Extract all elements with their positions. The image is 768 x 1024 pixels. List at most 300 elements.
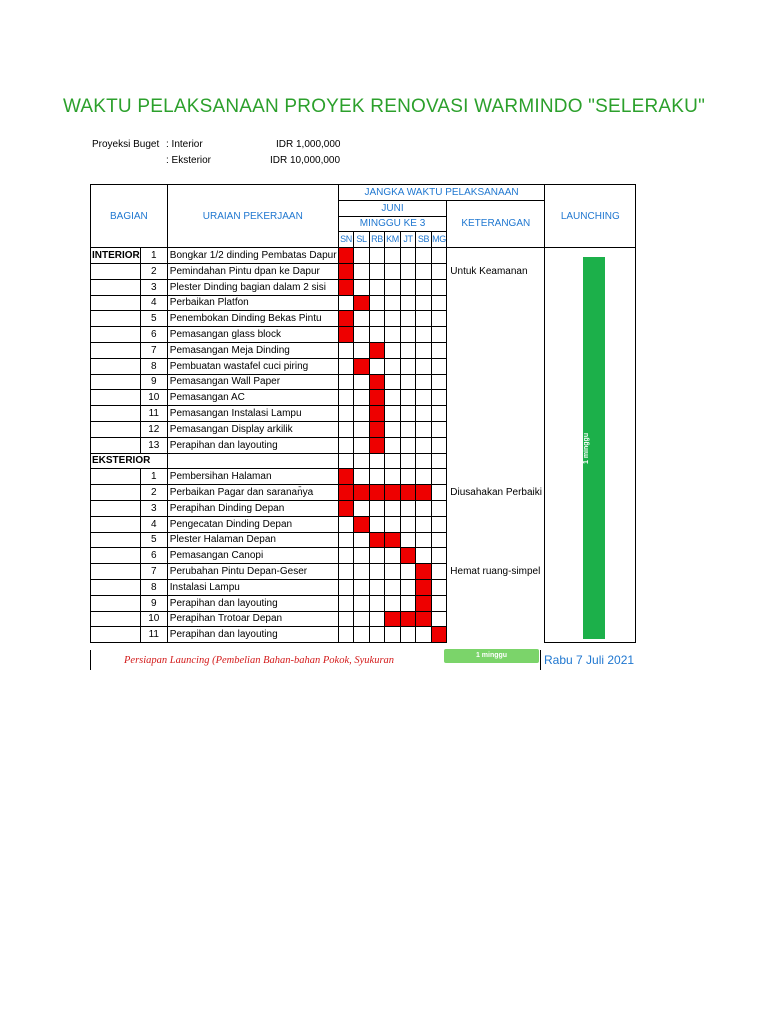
header-jangka: JANGKA WAKTU PELAKSANAAN — [338, 185, 545, 201]
task-label: Perbaikan Pagar dan saranan̄ya — [167, 485, 338, 501]
task-label — [167, 453, 338, 469]
day-cell — [338, 374, 354, 390]
budget-eksterior-amount: IDR 10,000,000 — [270, 155, 341, 166]
day-cell — [416, 390, 432, 406]
task-number: 11 — [140, 627, 167, 643]
note-cell — [447, 358, 545, 374]
task-number: 1 — [140, 248, 167, 264]
day-cell — [369, 595, 385, 611]
task-label: Pemasangan Display arkilik — [167, 421, 338, 437]
task-label: Plester Halaman Depan — [167, 532, 338, 548]
budget-eksterior-name: : Eksterior — [166, 155, 212, 166]
task-label: Perapihan Trotoar Depan — [167, 611, 338, 627]
day-cell — [369, 611, 385, 627]
frame-divider — [540, 650, 541, 670]
active-day-cell — [400, 611, 416, 627]
note-cell: Hemat ruang-simpel — [447, 564, 545, 580]
active-day-cell — [431, 627, 447, 643]
task-number: 12 — [140, 421, 167, 437]
day-cell — [431, 516, 447, 532]
day-cell — [354, 279, 370, 295]
day-cell — [400, 421, 416, 437]
task-number: 5 — [140, 532, 167, 548]
day-cell — [385, 469, 401, 485]
header-launching: LAUNCHING — [545, 185, 636, 248]
day-cell — [385, 453, 401, 469]
task-label: Perapihan dan layouting — [167, 627, 338, 643]
day-cell — [354, 421, 370, 437]
day-cell — [369, 279, 385, 295]
day-cell — [369, 295, 385, 311]
day-cell — [369, 263, 385, 279]
note-cell: Diusahakan Perbaiki — [447, 485, 545, 501]
day-cell — [400, 469, 416, 485]
task-number: 7 — [140, 342, 167, 358]
note-cell — [447, 295, 545, 311]
day-cell — [338, 579, 354, 595]
active-day-cell — [354, 516, 370, 532]
day-cell — [416, 469, 432, 485]
active-day-cell — [338, 327, 354, 343]
section-label — [91, 485, 141, 501]
section-label — [91, 532, 141, 548]
day-cell — [431, 548, 447, 564]
day-cell — [416, 358, 432, 374]
section-label: EKSTERIOR — [91, 453, 168, 469]
day-cell — [431, 263, 447, 279]
section-label — [91, 437, 141, 453]
task-label: Instalasi Lampu — [167, 579, 338, 595]
day-cell — [354, 406, 370, 422]
task-number: 4 — [140, 295, 167, 311]
day-cell — [385, 327, 401, 343]
task-number: 9 — [140, 374, 167, 390]
day-cell — [385, 564, 401, 580]
active-day-cell — [385, 485, 401, 501]
section-label — [91, 627, 141, 643]
day-cell — [431, 485, 447, 501]
active-day-cell — [385, 532, 401, 548]
frame-divider — [90, 650, 91, 670]
task-label: Perapihan dan layouting — [167, 595, 338, 611]
day-cell — [431, 248, 447, 264]
task-number: 10 — [140, 611, 167, 627]
header-bulan: JUNI — [338, 200, 447, 216]
day-cell — [400, 374, 416, 390]
section-label — [91, 374, 141, 390]
task-label: Pengecatan Dinding Depan — [167, 516, 338, 532]
active-day-cell — [338, 485, 354, 501]
active-day-cell — [400, 548, 416, 564]
task-number: 3 — [140, 279, 167, 295]
day-cell — [369, 469, 385, 485]
section-label — [91, 311, 141, 327]
section-label — [91, 406, 141, 422]
active-day-cell — [338, 263, 354, 279]
day-cell — [400, 453, 416, 469]
note-cell: Untuk Keamanan — [447, 263, 545, 279]
note-cell — [447, 279, 545, 295]
note-cell — [447, 311, 545, 327]
day-cell — [385, 595, 401, 611]
footer-note: Persiapan Launcing (Pembelian Bahan-bahan Pokok, Syukuran — [124, 655, 395, 666]
task-label: Pemasangan AC — [167, 390, 338, 406]
day-cell — [431, 295, 447, 311]
day-cell — [400, 437, 416, 453]
day-cell — [354, 390, 370, 406]
note-cell — [447, 327, 545, 343]
day-cell — [385, 342, 401, 358]
active-day-cell — [400, 485, 416, 501]
active-day-cell — [338, 311, 354, 327]
day-cell — [338, 453, 354, 469]
section-label — [91, 548, 141, 564]
day-header: RB — [369, 232, 385, 248]
active-day-cell — [416, 564, 432, 580]
section-label — [91, 564, 141, 580]
day-cell — [416, 406, 432, 422]
day-cell — [338, 627, 354, 643]
task-label: Pemasangan glass block — [167, 327, 338, 343]
task-number: 13 — [140, 437, 167, 453]
task-label: Pemasangan Meja Dinding — [167, 342, 338, 358]
day-cell — [431, 579, 447, 595]
day-cell — [431, 453, 447, 469]
day-cell — [385, 516, 401, 532]
header-minggu: MINGGU KE 3 — [338, 216, 447, 232]
section-label — [91, 595, 141, 611]
day-cell — [369, 358, 385, 374]
day-cell — [400, 595, 416, 611]
section-label — [91, 421, 141, 437]
day-cell — [385, 421, 401, 437]
day-cell — [431, 342, 447, 358]
active-day-cell — [369, 532, 385, 548]
active-day-cell — [354, 485, 370, 501]
day-cell — [400, 500, 416, 516]
active-day-cell — [354, 295, 370, 311]
day-cell — [354, 532, 370, 548]
day-cell — [354, 595, 370, 611]
note-cell — [447, 374, 545, 390]
task-number: 9 — [140, 595, 167, 611]
day-cell — [354, 500, 370, 516]
task-label: Penembokan Dinding Bekas Pintu — [167, 311, 338, 327]
note-cell — [447, 390, 545, 406]
day-cell — [431, 327, 447, 343]
day-cell — [416, 627, 432, 643]
table-row — [91, 248, 636, 264]
section-label — [91, 500, 141, 516]
section-label — [91, 469, 141, 485]
task-label: Plester Dinding bagian dalam 2 sisi — [167, 279, 338, 295]
header-uraian: URAIAN PEKERJAAN — [167, 185, 338, 248]
note-cell — [447, 579, 545, 595]
note-cell — [447, 453, 545, 469]
active-day-cell — [385, 611, 401, 627]
note-cell — [447, 342, 545, 358]
day-cell — [338, 295, 354, 311]
day-cell — [354, 263, 370, 279]
day-cell — [431, 595, 447, 611]
task-label: Perapihan Dinding Depan — [167, 500, 338, 516]
day-cell — [431, 358, 447, 374]
day-cell — [354, 342, 370, 358]
day-cell — [431, 437, 447, 453]
day-cell — [431, 279, 447, 295]
day-cell — [369, 579, 385, 595]
active-day-cell — [338, 279, 354, 295]
day-cell — [354, 564, 370, 580]
schedule-body — [91, 248, 636, 643]
section-label — [91, 327, 141, 343]
day-cell — [400, 390, 416, 406]
day-cell — [385, 248, 401, 264]
day-cell — [338, 358, 354, 374]
day-cell — [354, 327, 370, 343]
note-cell — [447, 469, 545, 485]
day-cell — [385, 374, 401, 390]
day-cell — [369, 248, 385, 264]
day-cell — [369, 548, 385, 564]
task-label: Pemasangan Canopi — [167, 548, 338, 564]
day-cell — [400, 327, 416, 343]
day-cell — [416, 500, 432, 516]
day-cell — [431, 311, 447, 327]
day-cell — [400, 579, 416, 595]
day-cell — [354, 611, 370, 627]
day-cell — [431, 390, 447, 406]
day-cell — [338, 406, 354, 422]
active-day-cell — [354, 358, 370, 374]
day-cell — [400, 342, 416, 358]
day-cell — [338, 437, 354, 453]
day-cell — [338, 595, 354, 611]
section-label — [91, 295, 141, 311]
day-cell — [385, 263, 401, 279]
day-cell — [369, 327, 385, 343]
day-cell — [338, 532, 354, 548]
day-cell — [416, 311, 432, 327]
section-label — [91, 342, 141, 358]
day-cell — [400, 516, 416, 532]
task-label: Bongkar 1/2 dinding Pembatas Dapur — [167, 248, 338, 264]
day-cell — [416, 437, 432, 453]
day-cell — [400, 263, 416, 279]
day-cell — [385, 548, 401, 564]
day-cell — [385, 390, 401, 406]
day-header: MG — [431, 232, 447, 248]
note-cell — [447, 595, 545, 611]
day-cell — [400, 564, 416, 580]
day-cell — [385, 579, 401, 595]
active-day-cell — [369, 485, 385, 501]
day-cell — [338, 342, 354, 358]
task-number: 2 — [140, 485, 167, 501]
section-label — [91, 279, 141, 295]
active-day-cell — [369, 406, 385, 422]
note-cell — [447, 406, 545, 422]
day-cell — [431, 469, 447, 485]
task-label: Pemasangan Wall Paper — [167, 374, 338, 390]
day-cell — [431, 500, 447, 516]
active-day-cell — [369, 390, 385, 406]
day-cell — [416, 342, 432, 358]
task-number: 8 — [140, 579, 167, 595]
day-cell — [400, 279, 416, 295]
day-cell — [369, 516, 385, 532]
day-cell — [354, 437, 370, 453]
budget-interior-name: : Interior — [166, 139, 203, 150]
task-number: 4 — [140, 516, 167, 532]
budget-label: Proyeksi Buget — [92, 139, 160, 150]
day-cell — [354, 374, 370, 390]
day-cell — [338, 611, 354, 627]
day-cell — [400, 248, 416, 264]
day-cell — [338, 548, 354, 564]
day-cell — [416, 548, 432, 564]
day-cell — [338, 516, 354, 532]
day-cell — [400, 532, 416, 548]
active-day-cell — [369, 374, 385, 390]
day-cell — [400, 358, 416, 374]
schedule-table — [90, 184, 636, 643]
footer-duration-pill: 1 minggu — [444, 649, 539, 663]
day-cell — [400, 627, 416, 643]
day-cell — [416, 421, 432, 437]
day-cell — [385, 500, 401, 516]
task-number: 1 — [140, 469, 167, 485]
task-label: Pembuatan wastafel cuci piring — [167, 358, 338, 374]
active-day-cell — [416, 595, 432, 611]
task-number: 6 — [140, 327, 167, 343]
day-cell — [416, 248, 432, 264]
day-cell — [431, 611, 447, 627]
task-number: 11 — [140, 406, 167, 422]
task-label: Perapihan dan layouting — [167, 437, 338, 453]
note-cell — [447, 248, 545, 264]
launch-date: Rabu 7 Juli 2021 — [544, 653, 635, 667]
day-cell — [431, 374, 447, 390]
active-day-cell — [369, 342, 385, 358]
task-number: 6 — [140, 548, 167, 564]
active-day-cell — [369, 437, 385, 453]
day-cell — [416, 263, 432, 279]
day-header: SL — [354, 232, 370, 248]
note-cell — [447, 548, 545, 564]
note-cell — [447, 627, 545, 643]
section-label — [91, 358, 141, 374]
day-cell — [431, 421, 447, 437]
day-cell — [354, 248, 370, 264]
header-bagian: BAGIAN — [91, 185, 168, 248]
task-number: 7 — [140, 564, 167, 580]
day-cell — [385, 279, 401, 295]
task-label: Pemindahan Pintu dpan ke Dapur — [167, 263, 338, 279]
section-label — [91, 516, 141, 532]
day-cell — [416, 295, 432, 311]
day-cell — [385, 295, 401, 311]
day-cell — [416, 516, 432, 532]
task-label: Pembersihan Halaman — [167, 469, 338, 485]
day-cell — [354, 579, 370, 595]
section-label — [91, 611, 141, 627]
day-cell — [354, 469, 370, 485]
budget-interior-amount: IDR 1,000,000 — [276, 139, 341, 150]
day-cell — [354, 548, 370, 564]
task-label: Perbaikan Platfon — [167, 295, 338, 311]
note-cell — [447, 516, 545, 532]
day-cell — [338, 390, 354, 406]
day-cell — [431, 406, 447, 422]
day-header: SN — [338, 232, 354, 248]
day-header: JT — [400, 232, 416, 248]
active-day-cell — [416, 579, 432, 595]
day-cell — [385, 437, 401, 453]
section-label: INTERIOR — [91, 248, 141, 264]
day-cell — [385, 311, 401, 327]
day-cell — [400, 311, 416, 327]
day-cell — [416, 453, 432, 469]
day-cell — [385, 358, 401, 374]
task-number: 10 — [140, 390, 167, 406]
day-cell — [416, 532, 432, 548]
task-number: 8 — [140, 358, 167, 374]
task-number: 3 — [140, 500, 167, 516]
day-cell — [416, 279, 432, 295]
active-day-cell — [338, 248, 354, 264]
task-number: 5 — [140, 311, 167, 327]
task-label: Pemasangan Instalasi Lampu — [167, 406, 338, 422]
day-cell — [385, 627, 401, 643]
day-cell — [338, 421, 354, 437]
header-keterangan: KETERANGAN — [447, 200, 545, 247]
section-label — [91, 263, 141, 279]
day-cell — [354, 453, 370, 469]
note-cell — [447, 532, 545, 548]
page-title: WAKTU PELAKSANAAN PROYEK RENOVASI WARMINDO "SELERAKU" — [62, 96, 706, 117]
section-label — [91, 390, 141, 406]
day-cell — [431, 532, 447, 548]
day-cell — [416, 374, 432, 390]
day-cell — [369, 453, 385, 469]
day-cell — [338, 564, 354, 580]
active-day-cell — [369, 421, 385, 437]
task-number: 2 — [140, 263, 167, 279]
task-label: Perubahan Pintu Depan-Geser — [167, 564, 338, 580]
note-cell — [447, 437, 545, 453]
launch-bar-label: 1 minggu — [583, 432, 590, 464]
day-cell — [400, 295, 416, 311]
active-day-cell — [416, 611, 432, 627]
day-cell — [354, 311, 370, 327]
note-cell — [447, 611, 545, 627]
note-cell — [447, 500, 545, 516]
day-cell — [369, 311, 385, 327]
active-day-cell — [416, 485, 432, 501]
day-cell — [416, 327, 432, 343]
day-cell — [369, 627, 385, 643]
day-cell — [354, 627, 370, 643]
section-label — [91, 579, 141, 595]
day-header: SB — [416, 232, 432, 248]
day-cell — [385, 406, 401, 422]
day-cell — [369, 564, 385, 580]
active-day-cell — [338, 469, 354, 485]
day-cell — [369, 500, 385, 516]
day-cell — [400, 406, 416, 422]
note-cell — [447, 421, 545, 437]
